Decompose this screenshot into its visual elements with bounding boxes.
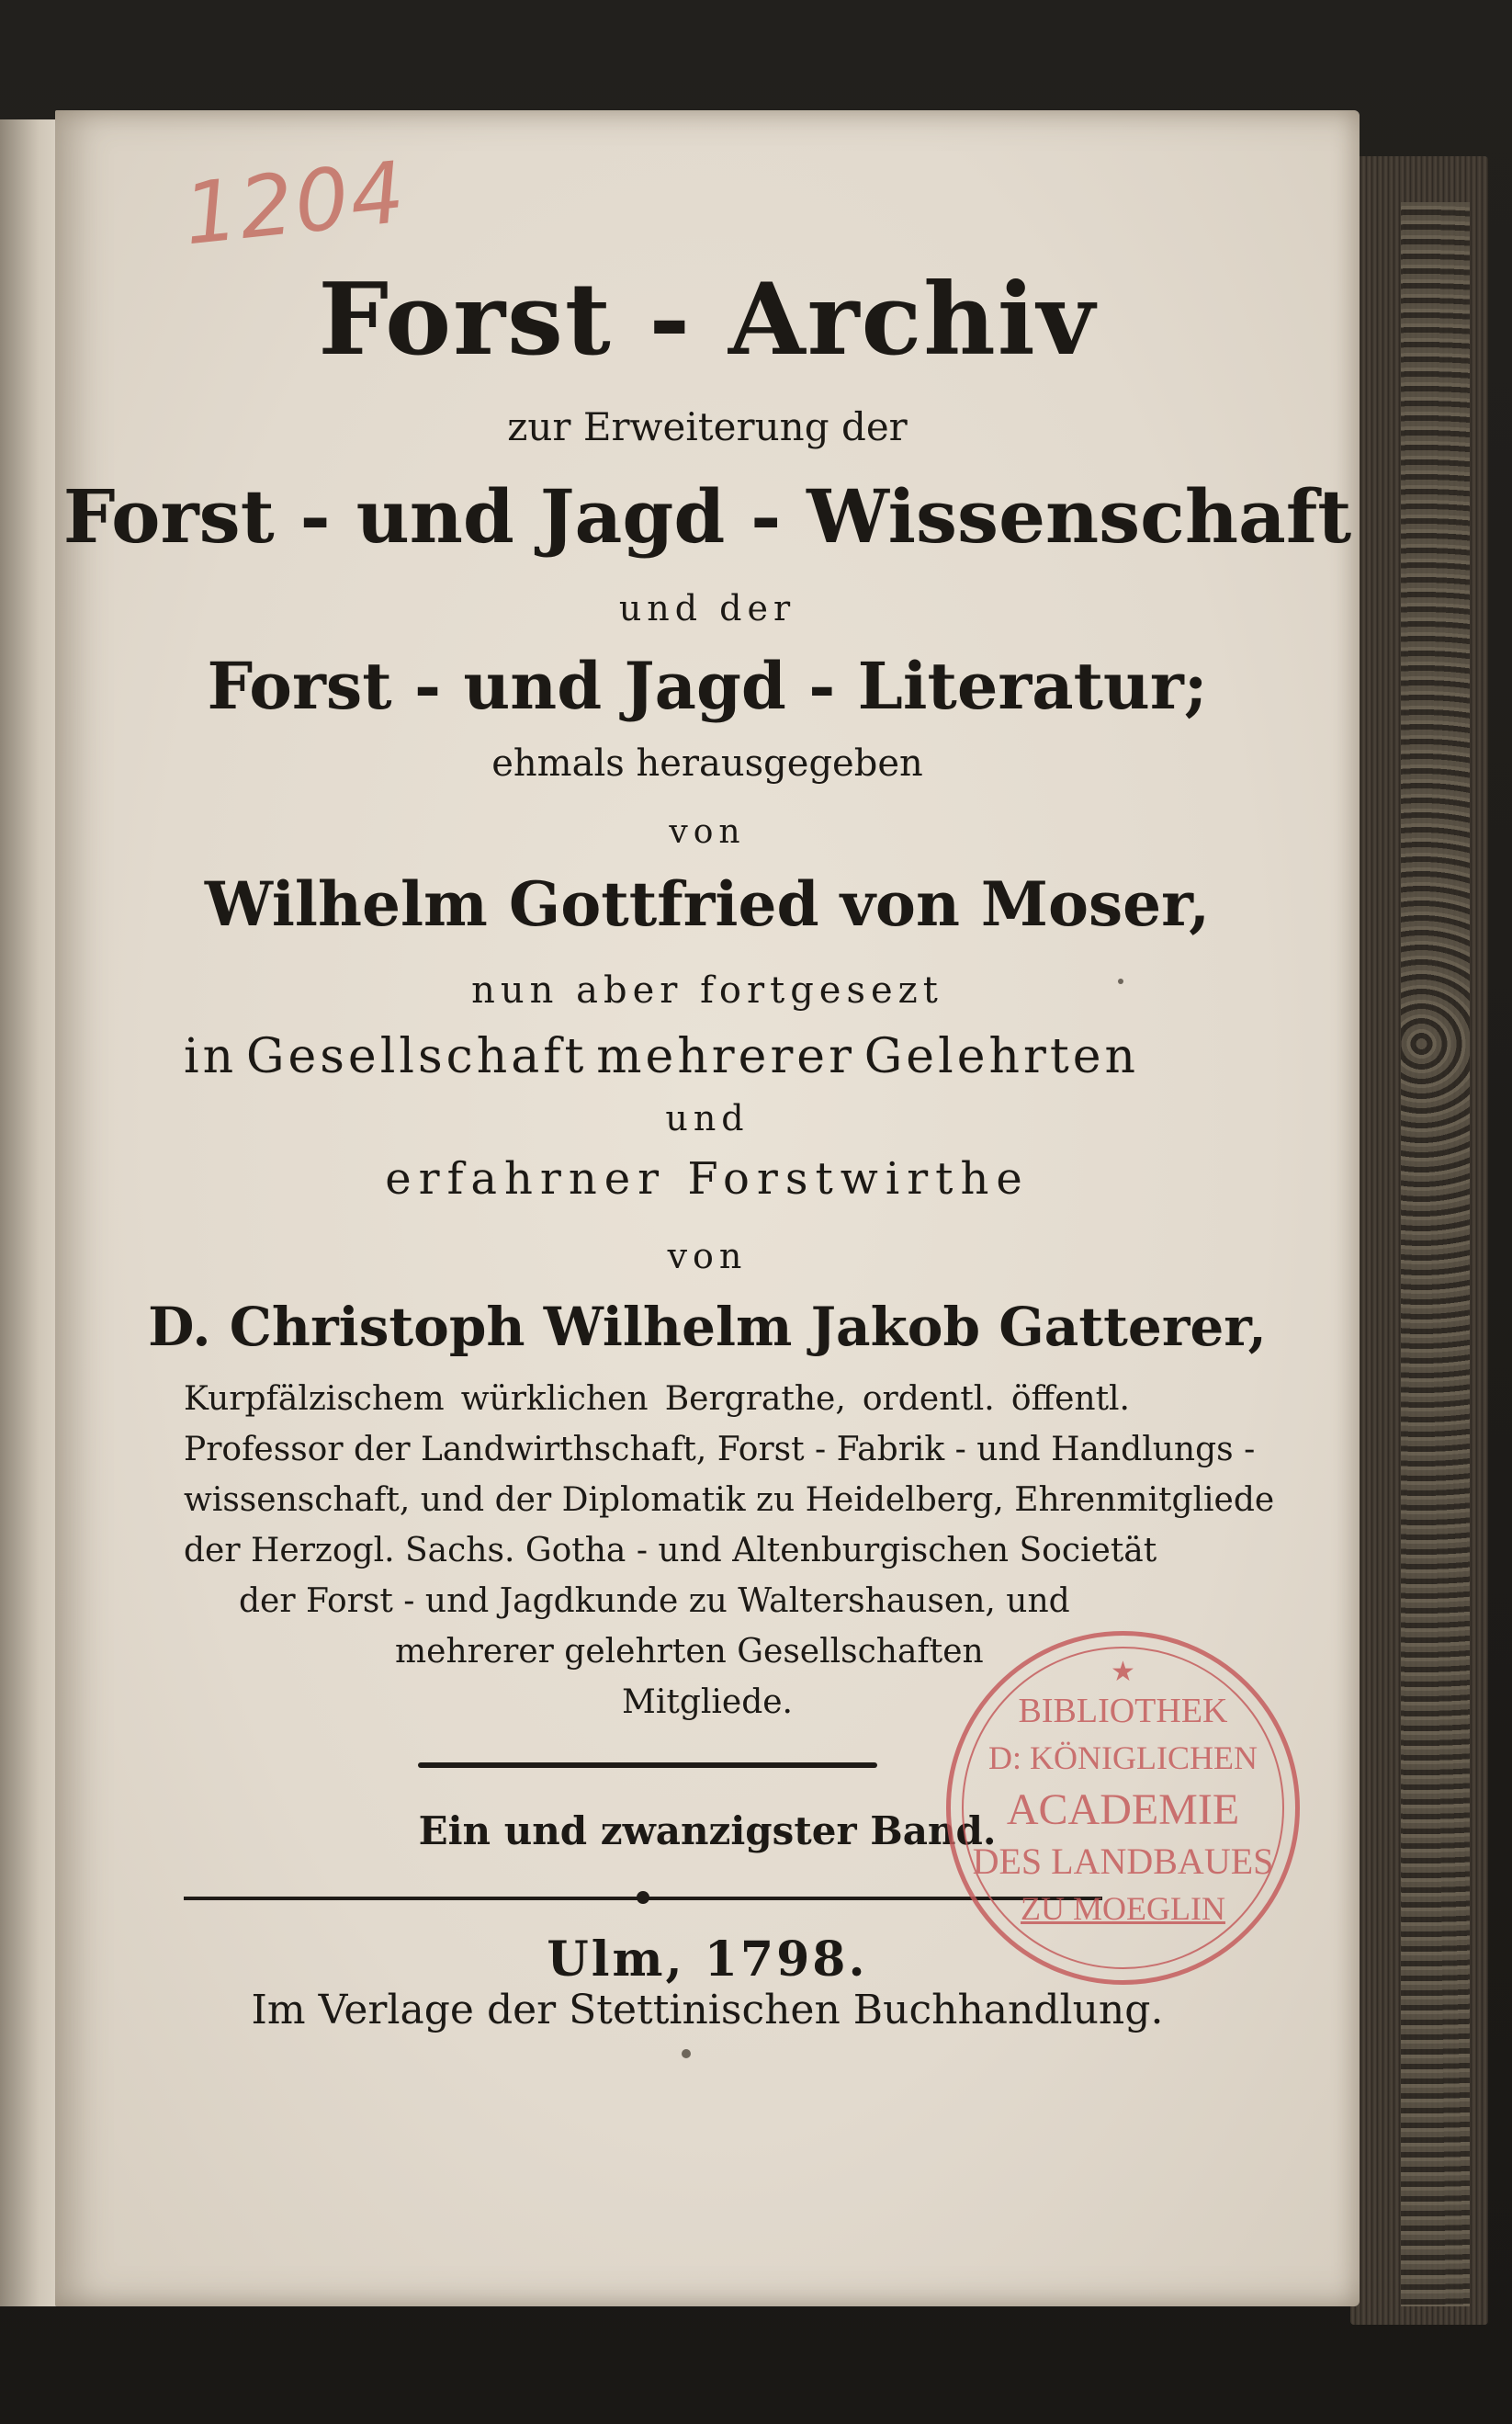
subtitle-line: und (665, 1098, 750, 1138)
author-description-line: Mitgliede. (621, 1683, 793, 1721)
stamp-text: BIBLIOTHEK (1018, 1692, 1228, 1730)
word: Gelehrten (863, 1029, 1139, 1084)
paper-speck (682, 2049, 691, 2058)
stamp-text: DES LANDBAUES (972, 1841, 1274, 1882)
divider-ornament (637, 1891, 649, 1904)
author-description-line: Professor der Landwirthschaft, Forst - Fabrik - und Handlungs - (184, 1431, 1256, 1468)
subtitle-line: und der (618, 588, 796, 629)
word: Gesellschaft (245, 1029, 588, 1084)
imprint-place-year: Ulm, 1798. (547, 1931, 868, 1988)
imprint-publisher: Im Verlage der Stettinischen Buchhandlung. (251, 1987, 1164, 2033)
subtitle-line-spaced (184, 1029, 1139, 1084)
subtitle-line: nun aber fortgesezt (471, 969, 943, 1012)
word: mehrerer (596, 1029, 855, 1084)
author-description-line: der Herzogl. Sachs. Gotha - und Altenburgischen Societät (184, 1532, 1157, 1569)
subtitle-line: von (667, 1236, 748, 1276)
author-description-line: wissenschaft, und der Diplomatik zu Heidelberg, Ehrenmitgliede (184, 1481, 1275, 1519)
library-stamp (946, 1631, 1300, 1985)
author-description-line: der Forst - und Jagdkunde zu Waltershausen, und (239, 1582, 1070, 1620)
subtitle-line: von (669, 813, 746, 851)
main-title: Forst - Archiv (318, 262, 1097, 378)
marbled-cover (1401, 202, 1470, 2306)
subtitle-line: Forst - und Jagd - Literatur; (207, 648, 1208, 724)
word: in (184, 1029, 238, 1084)
handwritten-shelf-mark: 1204 (179, 142, 412, 265)
stamp-text: ZU MOEGLIN (1021, 1890, 1225, 1927)
star-icon: ★ (1111, 1656, 1135, 1688)
volume-label: Ein und zwanzigster Band. (418, 1808, 997, 1853)
subtitle-line: erfahrner Forstwirthe (385, 1153, 1030, 1205)
stamp-text: D: KÖNIGLICHEN (988, 1739, 1258, 1776)
author-description-line: Kurpfälzischem würklichen Bergrathe, ordentl. öffentl. (184, 1380, 1130, 1418)
paper-speck (1118, 979, 1123, 984)
stamp-text: ACADEMIE (1006, 1785, 1240, 1834)
current-editor: D. Christoph Wilhelm Jakob Gatterer, (148, 1296, 1267, 1358)
author-description-line: mehrerer gelehrten Gesellschaften (395, 1633, 984, 1671)
subtitle-line: Forst - und Jagd - Wissenschaft (62, 473, 1352, 560)
subtitle-line: zur Erweiterung der (507, 404, 908, 449)
original-editor: Wilhelm Gottfried von Moser, (204, 868, 1211, 940)
subtitle-line: ehmals herausgegeben (491, 742, 923, 785)
divider-rule (418, 1762, 877, 1768)
